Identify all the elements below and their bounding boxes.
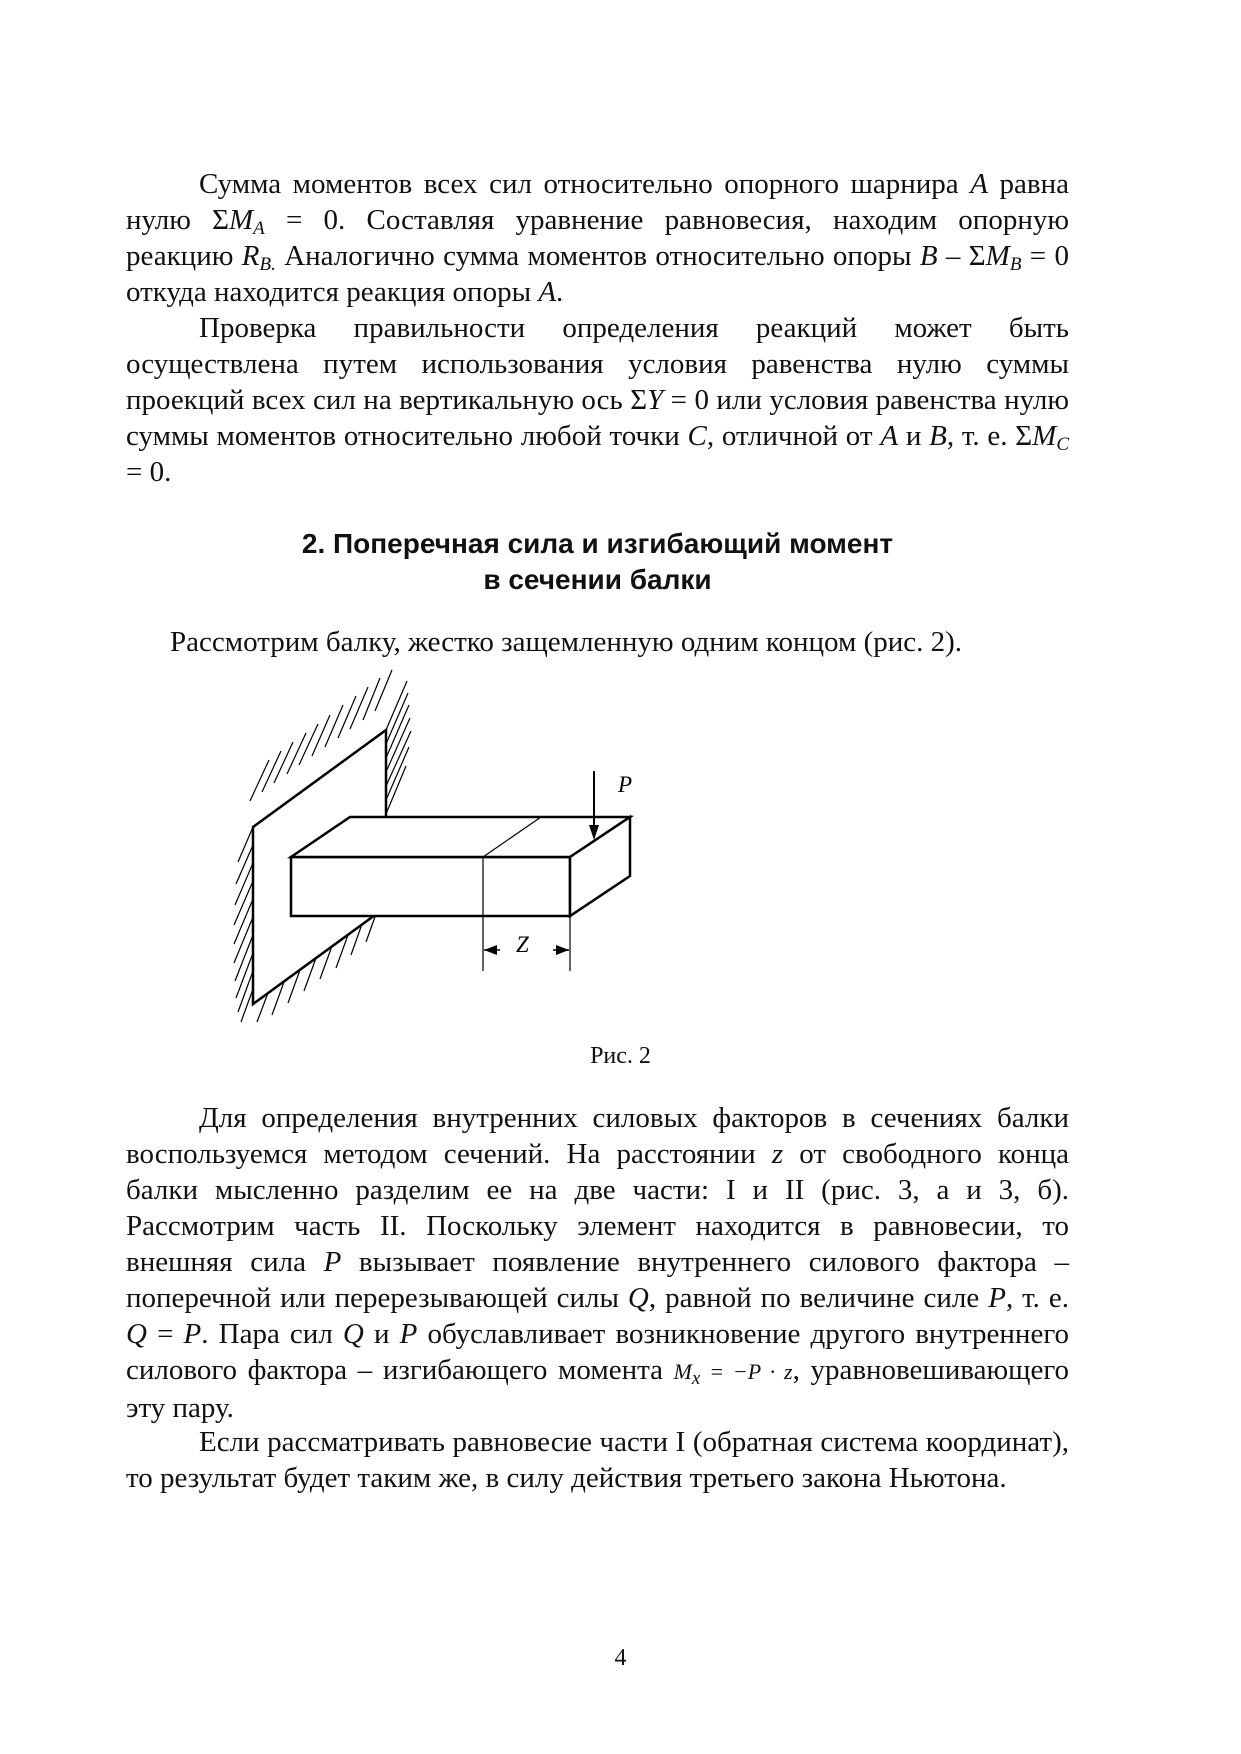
- heading-line-1: 2. Поперечная сила и изгибающий момент: [301, 528, 894, 559]
- paragraph-newton: Если рассматривать равновесие части I (обратная система координат), то результат будет таким же, в силу действия третьего закона Ньютона.: [126, 1426, 1069, 1494]
- dimension-arrow-right: [556, 945, 569, 955]
- figure-caption: Рис. 2: [590, 1043, 651, 1069]
- heading-line-2: в сечении балки: [483, 564, 712, 595]
- paragraph-check: Проверка правильности определения реакций может быть осуществлена путем использования условия равенства нулю суммы проекций всех сил на вертикальную ось ΣY = 0 или условия равенства нулю суммы моментов относительно любой точки C, отличной от A и B, т. е. $\Sigma M_C = 0$.: [126, 312, 1070, 488]
- dimension-arrow-left: [484, 945, 497, 955]
- paragraph-moments: Сумма моментов всех сил относительно опорного шарнира A равна нулю $\Sigma M_A = 0$. Составляя уравнение равновесия, находим опорную реакцию $R_{B.}$ Аналогично сумма моментов относительно опоры $B - \Sigma M_B = 0$ откуда находится реакция опоры A.: [126, 168, 1070, 308]
- force-label: P: [618, 772, 633, 797]
- dimension-label: Z: [516, 932, 529, 957]
- beam-front-face: [291, 857, 570, 916]
- bending-moment-formula: $M_x = -P \cdot z$: [673, 1359, 793, 1389]
- paragraph-sections-method: Для определения внутренних силовых факторов в сечениях балки воспользуемся методом сечений. На расстоянии z от свободного конца балки мысленно разделим ее на две части: I и II (рис. 3, а и 3, б). Рассмотрим часть II. Поскольку элемент находится в равновесии, то внешняя сила P вызывает появление внутреннего силового фактора – поперечной или перерезывающей силы Q, равной по величине силе P, т. е. Q = P. Пара сил Q и P обуславливает возникновение другого внутреннего силового фактора – изгибающего момента $M_x = -P \cdot z$, уравновешивающего эту пару.: [126, 1102, 1070, 1424]
- intro-sentence: Рассмотрим балку, жестко защемленную одним концом (рис. 2).: [170, 626, 963, 658]
- page-number: 4: [614, 1645, 627, 1671]
